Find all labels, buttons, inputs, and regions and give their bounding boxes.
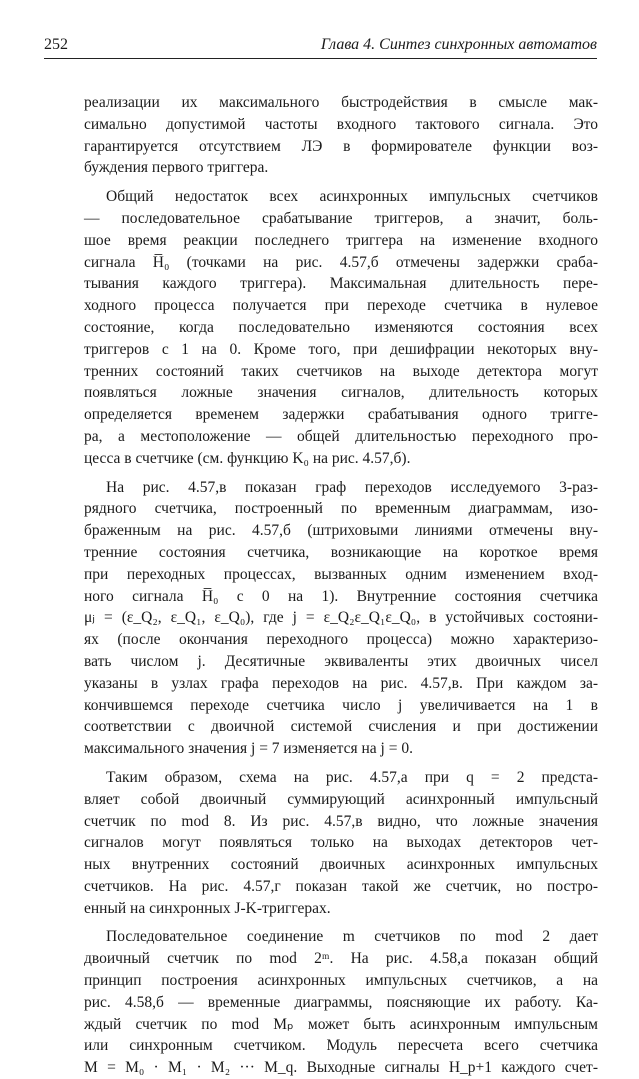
- text-line: счетчик по mod 8. Из рис. 4.57,в видно, что ложные значения: [84, 812, 598, 830]
- text-line: ра, а местоположение — общей длительностью переходного про-: [84, 427, 598, 445]
- text-line: состояние, когда последовательно изменяются состояния всех: [84, 318, 598, 336]
- text-line: ждый счетчик по mod Mₚ может быть асинхронным импульсным: [84, 1015, 598, 1033]
- text-line: тренние состояния счетчика, возникающие на короткое время: [84, 543, 598, 561]
- paragraph: [84, 767, 598, 920]
- text-line: Таким образом, схема на рис. 4.57,а при q = 2 предста-: [106, 768, 598, 786]
- text-line: На рис. 4.57,в показан граф переходов исследуемого 3-раз-: [106, 478, 598, 496]
- text-line: триггеров с 1 на 0. Кроме того, при дешифрации некоторых вну-: [84, 340, 598, 358]
- text-line: енный на синхронных J-K-триггерах.: [84, 899, 331, 917]
- text-line: ях (после окончания переходного процесса) можно характеризо-: [84, 631, 598, 649]
- body-text: [84, 92, 598, 1079]
- text-line: Последовательное соединение m счетчиков по mod 2 дает: [106, 928, 598, 946]
- text-line: — последовательное срабатывание триггеров, а значит, боль-: [84, 209, 598, 227]
- text-line: тывания каждого триггера). Максимальная длительность пере-: [84, 275, 598, 293]
- text-line: кончившемся переходе счетчика число j увеличивается на 1 в: [84, 696, 598, 714]
- text-line: μⱼ = (ε_Q₂, ε_Q₁, ε_Q₀), где j = ε_Q₂ε_Q₁ε_Q₀, в устойчивых состояни-: [84, 609, 598, 627]
- text-line: двоичный счетчик по mod 2ᵐ. На рис. 4.58,а показан общий: [84, 950, 598, 968]
- text-line: тренних состояний таких счетчиков на выходе детектора могут: [84, 362, 598, 380]
- text-line: буждения первого триггера.: [84, 159, 269, 177]
- text-line: сигналов могут появляться только на выходах детекторов чет-: [84, 834, 598, 852]
- text-line: максимального значения j = 7 изменяется на j = 0.: [84, 740, 413, 758]
- running-head: Глава 4. Синтез синхронных автоматов: [320, 36, 597, 53]
- text-line: M = M₀ · M₁ · M₂ ··· M_q. Выходные сигналы H_p+1 каждого счет-: [84, 1059, 598, 1077]
- text-line: реализации их максимального быстродействия в смысле мак-: [84, 94, 598, 111]
- text-line: симально допустимой частоты входного тактового сигнала. Это: [84, 115, 598, 133]
- text-line: определяется временем задержки срабатывания одного тригге-: [84, 406, 598, 424]
- text-line: счетчиков. На рис. 4.57,г показан такой же счетчик, но постро-: [84, 877, 598, 895]
- text-line: ного сигнала H̅₀ с 0 на 1). Внутренние состояния счетчика: [84, 587, 598, 605]
- text-line: ных внутренних состояний двоичных асинхронных импульсных: [84, 856, 598, 874]
- paragraph: [84, 92, 598, 179]
- text-line: браженным на рис. 4.57,б (штриховыми линиями отмечены вну-: [84, 522, 598, 540]
- text-line: появляться ложные значения сигналов, длительность которых: [84, 384, 598, 402]
- text-line: соответствии с двоичной системой счисления и при достижении: [84, 718, 598, 736]
- text-line: сигнала H̅₀ (точками на рис. 4.57,б отмечены задержки сраба-: [84, 253, 598, 271]
- text-line: ходного процесса получается при переходе счетчика в нулевое: [84, 297, 598, 315]
- text-line: вать числом j. Десятичные эквиваленты этих двоичных чисел: [84, 652, 598, 670]
- text-line: при переходных процессах, вызванных одним изменением вход-: [84, 565, 598, 583]
- text-line: вляет собой двоичный суммирующий асинхронный импульсный: [84, 790, 598, 808]
- text-line: принцип построения асинхронных импульсных счетчиков, а на: [84, 972, 598, 990]
- paragraph: [84, 477, 598, 760]
- paragraph: [84, 926, 598, 1079]
- text-line: гарантируется отсутствием ЛЭ в формирователе функции воз-: [84, 137, 598, 155]
- paragraph: [84, 186, 598, 469]
- page-header: [44, 36, 597, 59]
- page-number: 252: [44, 36, 68, 53]
- text-line: указаны в узлах графа переходов на рис. 4.57,в. При каждом за-: [84, 674, 598, 692]
- text-line: Общий недостаток всех асинхронных импульсных счетчиков: [106, 188, 598, 206]
- text-line: рядного счетчика, построенный по временным диаграммам, изо-: [84, 500, 598, 518]
- text-line: или синхронным счетчиком. Модуль пересчета всего счетчика: [84, 1037, 598, 1055]
- text-line: цесса в счетчике (см. функцию K₀ на рис. 4.57,б).: [84, 449, 411, 467]
- text-line: шое время реакции последнего триггера на изменение входного: [84, 231, 598, 249]
- text-line: рис. 4.58,б — временные диаграммы, поясняющие их работу. Ка-: [84, 993, 598, 1011]
